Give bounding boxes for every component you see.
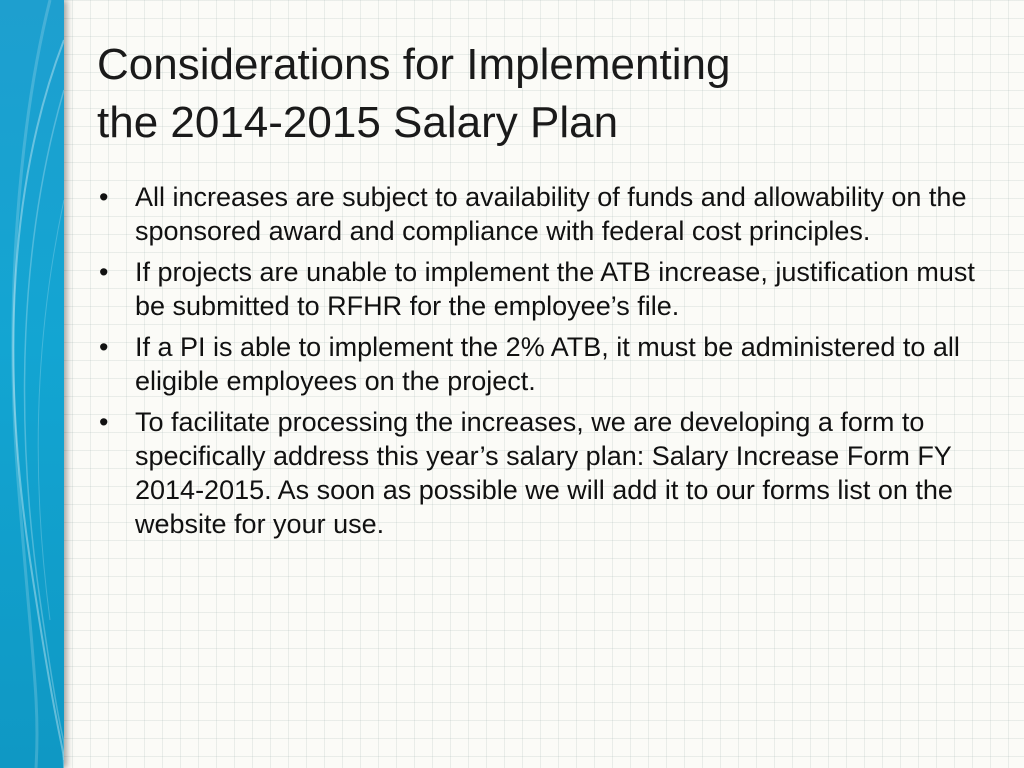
slide-title-line-2: the 2014-2015 Salary Plan (97, 98, 619, 147)
bullet-text-funds: All increases are subject to availability of funds and allowability on the sponsored award and compliance with federal cost principles. (135, 182, 967, 246)
slide-title-line-1: Considerations for Implementing (97, 40, 731, 89)
bullet-text-form: To facilitate processing the increases, we are developing a form to specifically address this year’s salary plan: Salary Increase Form FY 2014-2015. As soon as possible we will add it to our forms list on the website for your use. (135, 407, 953, 539)
bullet-text-atb: If a PI is able to implement the 2% ATB, it must be administered to all eligible employees on the project. (135, 332, 960, 396)
bullet-dot-icon: • (99, 407, 109, 437)
swoosh-lines-decoration (0, 0, 64, 768)
bullet-dot-icon: • (99, 332, 109, 362)
bullet-text-justification: If projects are unable to implement the ATB increase, justification must be submitted to RFHR for the employee’s file. (135, 257, 975, 321)
bullet-item-atb (97, 330, 977, 398)
bullet-list (97, 180, 977, 548)
slide-title (97, 36, 997, 152)
bullet-dot-icon: • (99, 182, 109, 212)
bullet-item-funds (97, 180, 977, 248)
bullet-item-justification (97, 255, 977, 323)
bullet-item-form (97, 405, 977, 541)
bullet-dot-icon: • (99, 257, 109, 287)
decorative-side-band (0, 0, 64, 768)
